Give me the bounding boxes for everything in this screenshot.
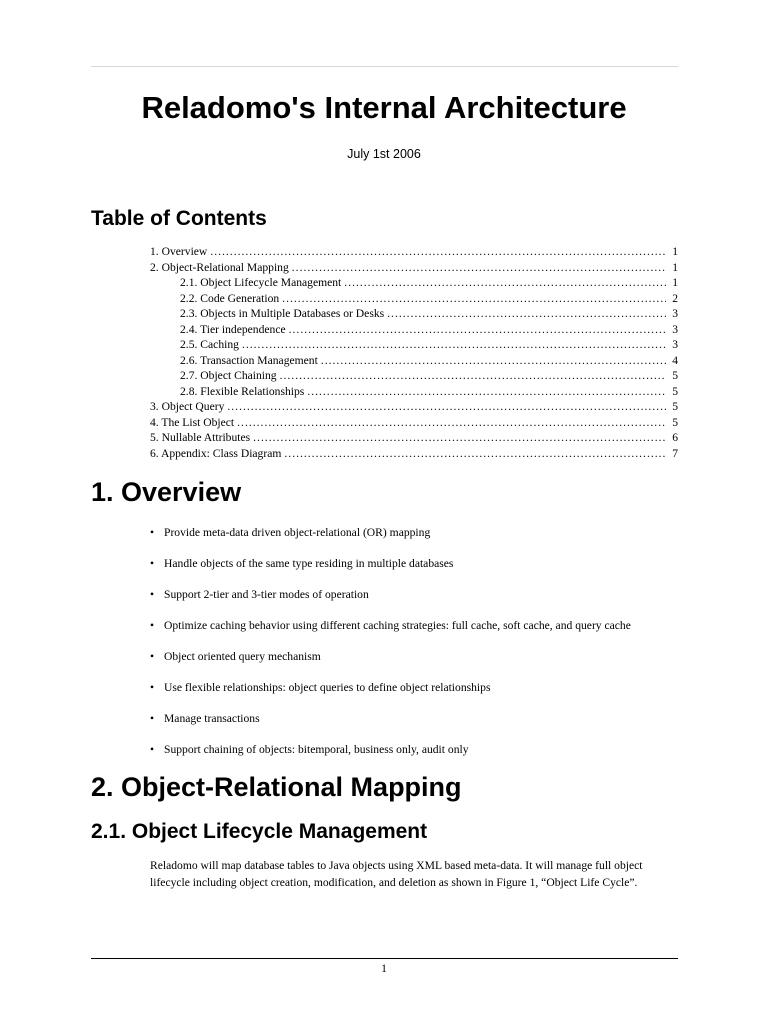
toc-entry-object-chaining[interactable] [150,368,678,384]
toc-leader-dots [289,322,666,338]
section-heading-overview: 1. Overview [91,477,242,507]
subsection-heading-object-lifecycle: 2.1. Object Lifecycle Management [91,820,428,843]
header-rule [91,66,678,67]
toc-leader-dots [227,399,666,415]
toc-entry-page: 5 [672,384,678,398]
toc-entry-appendix-class-diagram[interactable] [150,446,678,462]
list-item [150,556,678,587]
list-item-text: Handle objects of the same type residing in multiple databases [164,557,454,570]
toc-entry-object-relational-mapping[interactable] [150,260,678,276]
toc-entry-page: 4 [672,353,678,367]
toc-leader-dots [292,260,666,276]
toc-entry-page: 5 [672,415,678,429]
toc-leader-dots [242,337,666,353]
bullet-icon: • [150,712,155,725]
toc-leader-dots [282,291,666,307]
list-item-text: Support 2-tier and 3-tier modes of operation [164,588,369,601]
toc-leader-dots [280,368,666,384]
page-number: 1 [381,962,387,975]
toc-entry-label: 2. Object-Relational Mapping [150,260,289,274]
toc-entry-page: 3 [672,338,678,351]
bullet-icon: • [150,619,155,632]
toc-entry-code-generation[interactable] [150,291,678,307]
list-item [150,711,678,742]
toc-entry-page: 1 [672,276,678,289]
list-item [150,649,678,680]
document-title: Reladomo's Internal Architecture [141,90,627,125]
toc-entry-transaction-management[interactable] [150,353,678,369]
toc-heading: Table of Contents [91,207,267,230]
toc-entry-page: 6 [672,431,678,444]
toc-entry-flexible-relationships[interactable] [150,384,678,400]
toc-entry-label: 2.1. Object Lifecycle Management [180,276,342,289]
toc-entry-tier-independence[interactable] [150,322,678,338]
toc-leader-dots [210,244,666,260]
list-item [150,587,678,618]
toc-entry-the-list-object[interactable] [150,415,678,431]
bullet-icon: • [150,557,155,570]
toc-entry-page: 7 [672,446,678,460]
toc-leader-dots [253,430,666,446]
toc-entry-label: 2.8. Flexible Relationships [180,384,305,398]
toc-entry-page: 3 [672,322,678,336]
toc-entry-caching[interactable] [150,337,678,353]
table-of-contents [150,244,678,461]
bullet-icon: • [150,588,155,601]
toc-entry-objects-in-multiple-databases[interactable] [150,306,678,322]
overview-bullet-list [150,525,678,773]
list-item-text: Manage transactions [164,712,260,725]
toc-entry-label: 6. Appendix: Class Diagram [150,446,282,460]
toc-entry-label: 4. The List Object [150,415,235,429]
section-heading-object-relational-mapping: 2. Object-Relational Mapping [91,772,462,802]
list-item [150,525,678,556]
list-item-text: Object oriented query mechanism [164,650,321,663]
bullet-icon: • [150,650,155,663]
toc-entry-page: 1 [672,245,678,258]
toc-entry-object-query[interactable] [150,399,678,415]
footer-rule [91,958,678,959]
toc-entry-object-lifecycle-management[interactable] [150,275,678,291]
list-item-text: Support chaining of objects: bitemporal, business only, audit only [164,743,469,756]
toc-entry-label: 2.5. Caching [180,338,239,351]
list-item-text: Provide meta-data driven object-relational (OR) mapping [164,526,431,539]
toc-leader-dots [284,446,666,462]
toc-entry-page: 2 [672,291,678,305]
toc-entry-label: 2.4. Tier independence [180,322,286,336]
list-item [150,618,678,649]
lifecycle-paragraph: Reladomo will map database tables to Java objects using XML based meta-data. It will manage full object lifecycle including object creation, modification, and deletion as shown in Figure 1, “Object Life Cycle”. [150,859,643,889]
document-date: July 1st 2006 [347,147,421,161]
bullet-icon: • [150,743,155,756]
toc-entry-page: 3 [672,307,678,320]
toc-entry-label: 1. Overview [150,245,208,258]
toc-entry-page: 5 [672,369,678,382]
bullet-icon: • [150,526,155,539]
list-item [150,742,678,773]
bullet-icon: • [150,681,155,694]
toc-entry-page: 5 [672,400,678,413]
toc-entry-label: 2.6. Transaction Management [180,353,318,367]
toc-leader-dots [321,353,666,369]
toc-entry-label: 5. Nullable Attributes [150,431,251,444]
toc-entry-overview[interactable] [150,244,678,260]
toc-entry-page: 1 [672,260,678,274]
toc-entry-label: 2.7. Object Chaining [180,369,277,382]
toc-leader-dots [387,306,666,322]
list-item [150,680,678,711]
toc-entry-label: 2.3. Objects in Multiple Databases or Desks [180,307,385,320]
toc-entry-label: 3. Object Query [150,400,225,413]
toc-leader-dots [307,384,666,400]
toc-entry-label: 2.2. Code Generation [180,291,280,305]
list-item-text: Optimize caching behavior using different caching strategies: full cache, soft cache, and query cache [164,619,631,632]
list-item-text: Use flexible relationships: object queries to define object relationships [164,681,491,694]
toc-leader-dots [344,275,666,291]
toc-entry-nullable-attributes[interactable] [150,430,678,446]
toc-leader-dots [237,415,666,431]
